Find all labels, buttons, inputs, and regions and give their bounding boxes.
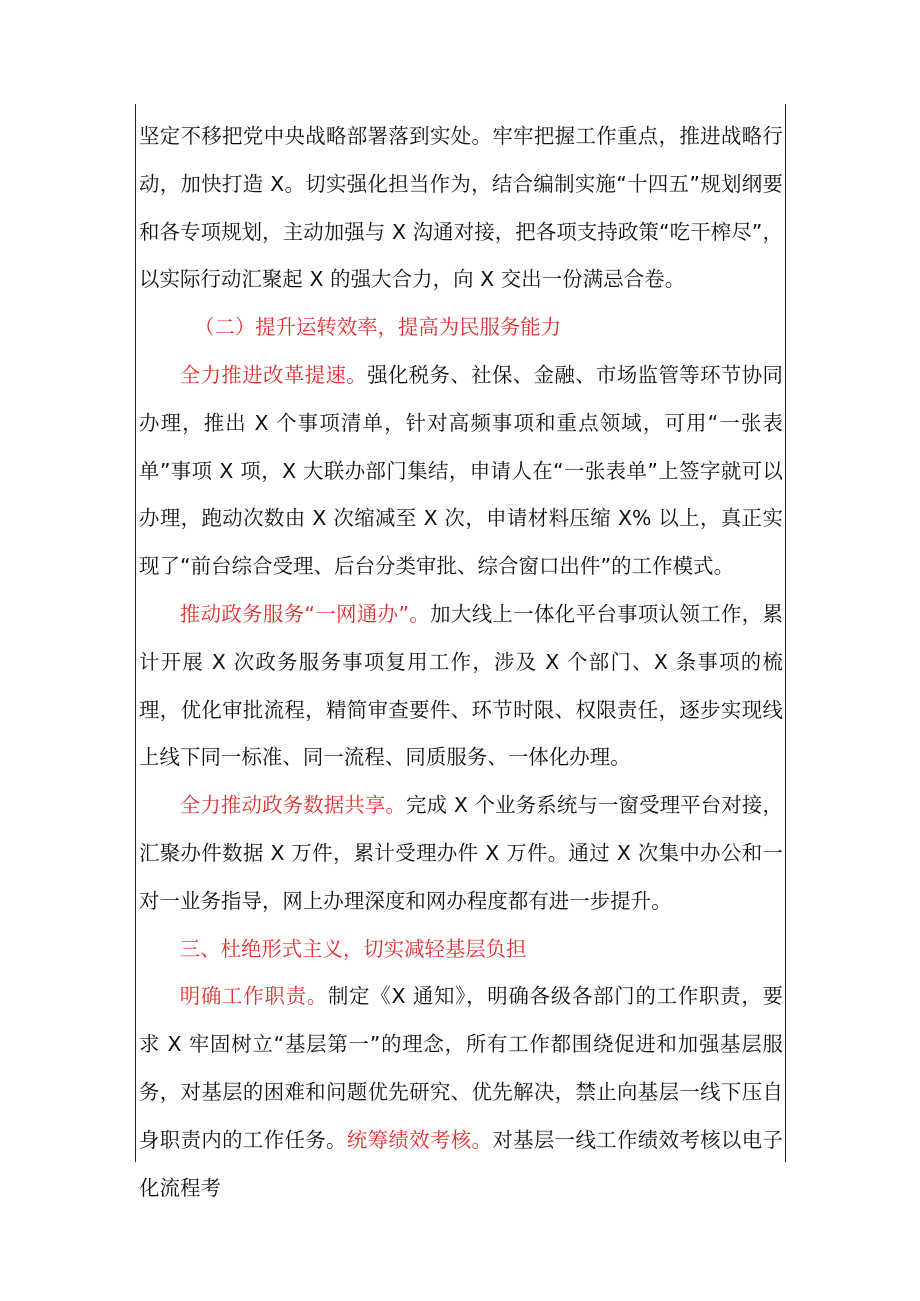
- paragraph-text: 坚定不移把党中央战略部署落到实处。牢牢把握工作重点，推进战略行动，加快打造 X。切实强化担当作为，结合编制实施“十四五”规划纲要和各专项规划，主动加强与 X 沟通对接，把各项支持政策“吃干榨尽”，以实际行动汇聚起 X 的强大合力，向 X 交出一份满忌合卷。: [139, 124, 783, 292]
- paragraph-one-network: [139, 591, 783, 782]
- left-border-rule: [135, 104, 136, 1162]
- paragraph-text: 制定《X 通知》，明确各级各部门的工作职责，要求 X 牢固树立“基层第一”的理念，所有工作都围绕促进和加强基层服务，对基层的困难和问题优先研究、优先解决，禁止向基层一线下压自身职责内的工作任务。: [139, 984, 783, 1152]
- paragraph-lead: 明确工作职责。: [179, 984, 328, 1009]
- paragraph-lead-2: 统筹绩效考核。: [346, 1127, 493, 1152]
- paragraph-reform: [139, 352, 783, 591]
- document-body: [139, 113, 784, 1200]
- paragraph-lead: 全力推进改革提速。: [179, 362, 368, 387]
- paragraph-text: 加大线上一体化平台事项认领工作，累计开展 X 次政务服务事项复用工作，涉及 X 个部门、X 条事项的梳理，优化审批流程，精简审查要件、环节时限、权限责任，逐步实现线上线下同一标准、同一流程、同质服务、一体化办理。: [139, 601, 783, 770]
- paragraph-strategy: [139, 113, 783, 304]
- paragraph-text: 强化税务、社保、金融、市场监管等环节协同办理，推出 X 个事项清单，针对高频事项和重点领域，可用“一张表单”事项 X 项，X 大联办部门集结，申请人在“一张表单”上签字就可以办理，跑动次数由 X 次缩减至 X 次，申请材料压缩 X% 以上，真正实现了“前台综合受理、后台分类审批、综合窗口出件”的工作模式。: [139, 362, 784, 579]
- paragraph-data-sharing: [139, 782, 783, 925]
- paragraph-text: 完成 X 个业务系统与一窗受理平台对接，汇聚办件数据 X 万件，累计受理办件 X 万件。通过 X 次集中办公和一对一业务指导，网上办理深度和网办程度都有进一步提升。: [139, 793, 783, 913]
- paragraph-text-2: 对基层一线工作绩效考核以电子化流程考: [139, 1127, 784, 1200]
- section-heading-formalism: 三、杜绝形式主义，切实减轻基层负担: [179, 936, 527, 961]
- paragraph-lead: 推动政务服务“一网通办”。: [179, 601, 431, 626]
- right-border-rule: [785, 104, 786, 1162]
- paragraph-responsibilities: [139, 973, 783, 1212]
- section-heading-efficiency: （二）提升运转效率，提高为民服务能力: [194, 315, 562, 340]
- paragraph-lead: 全力推动政务数据共享。: [179, 793, 407, 818]
